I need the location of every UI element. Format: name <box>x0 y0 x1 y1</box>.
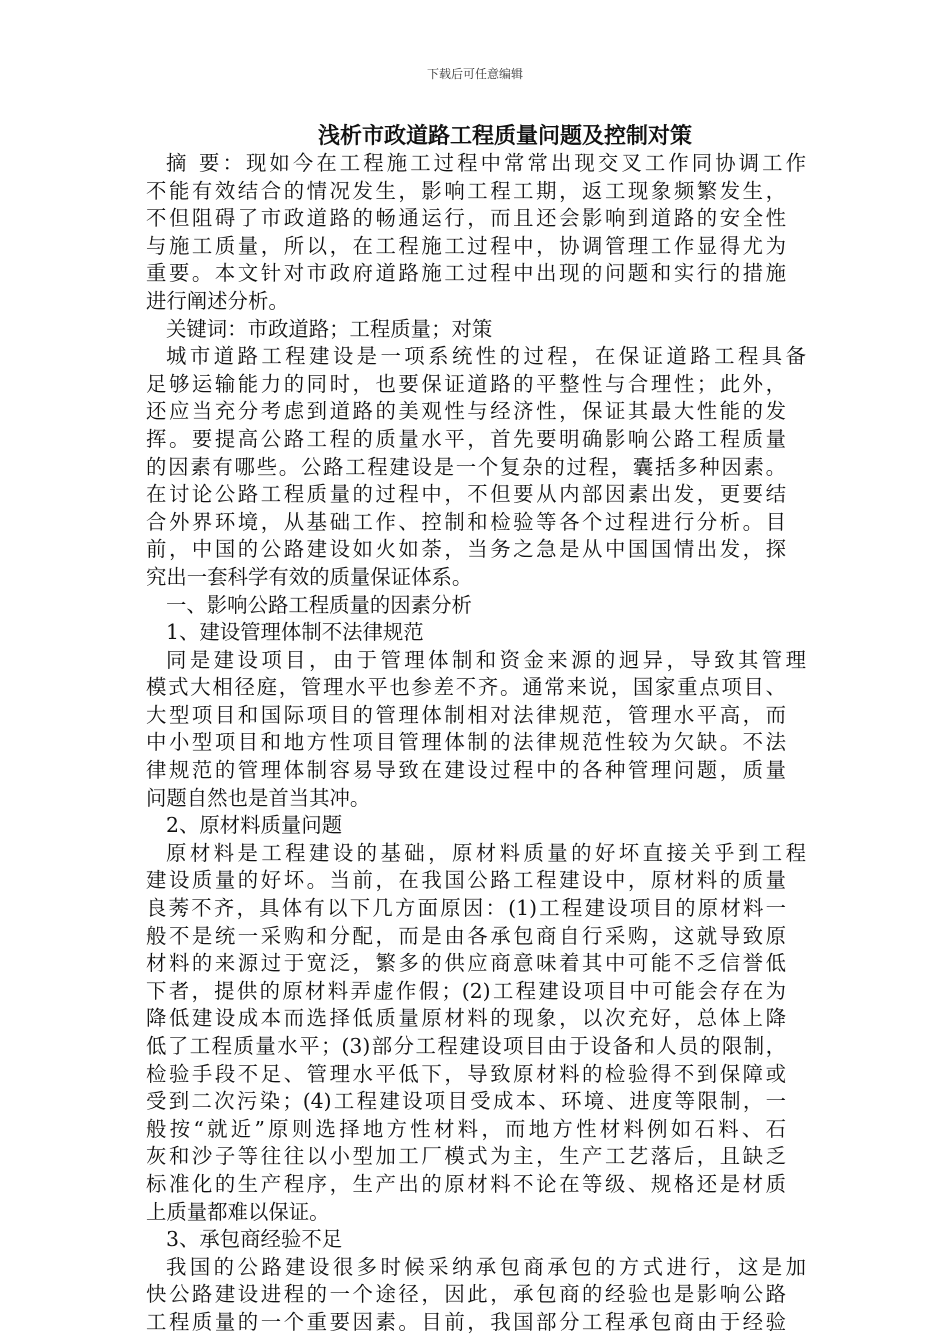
text-line: 般按“就近”原则选择地方性材料，而地方性材料例如石料、石 <box>146 1116 786 1141</box>
section-heading: 一、影响公路工程质量的因素分析 <box>166 592 472 617</box>
text-line: 工程质量的一个重要因素。目前，我国部分工程承包商由于经验 <box>146 1309 786 1334</box>
text-line: 快公路建设进程的一个途径，因此，承包商的经验也是影响公路 <box>146 1282 786 1307</box>
document-title: 浅析市政道路工程质量问题及控制对策 <box>317 123 692 149</box>
text-line: 律规范的管理体制容易导致在建设过程中的各种管理问题，质量 <box>146 758 786 783</box>
text-line: 般不是统一采购和分配，而是由各承包商自行采购，这就导致原 <box>146 923 786 948</box>
keywords-line: 关键词：市政道路；工程质量；对策 <box>166 316 493 341</box>
text-line: 摘 要：现如今在工程施工过程中常常出现交叉工作同协调工作 <box>166 151 806 175</box>
text-line: 足够运输能力的同时，也要保证道路的平整性与合理性；此外， <box>146 371 786 396</box>
text-line: 进行阐述分析。 <box>146 288 289 313</box>
text-line: 降低建设成本而选择低质量原材料的现象，以次充好，总体上降 <box>146 1006 786 1031</box>
text-line: 问题自然也是首当其冲。 <box>146 785 371 810</box>
text-line: 标准化的生产程序，生产出的原材料不论在等级、规格还是材质 <box>146 1171 786 1196</box>
text-line: 原材料是工程建设的基础，原材料质量的好坏直接关乎到工程 <box>166 840 806 865</box>
text-line: 在讨论公路工程质量的过程中，不但要从内部因素出发，更要结 <box>146 482 786 507</box>
text-line: 检验手段不足、管理水平低下，导致原材料的检验得不到保障或 <box>146 1061 786 1086</box>
text-line: 下者，提供的原材料弄虚作假；(2)工程建设项目中可能会存在为 <box>146 978 786 1003</box>
text-line: 我国的公路建设很多时候采纳承包商承包的方式进行，这是加 <box>166 1254 806 1279</box>
text-line: 良莠不齐，具体有以下几方面原因：(1)工程建设项目的原材料一 <box>146 896 786 921</box>
text-line: 材料的来源过于宽泛，繁多的供应商意味着其中可能不乏信誉低 <box>146 951 786 976</box>
text-line: 不能有效结合的情况发生，影响工程工期，返工现象频繁发生， <box>146 178 786 203</box>
text-line: 中小型项目和地方性项目管理体制的法律规范性较为欠缺。不法 <box>146 730 786 755</box>
text-line: 灰和沙子等往往以小型加工厂模式为主，生产工艺落后，且缺乏 <box>146 1144 786 1169</box>
text-line: 上质量都难以保证。 <box>146 1199 330 1224</box>
text-line: 模式大相径庭，管理水平也参差不齐。通常来说，国家重点项目、 <box>146 675 786 700</box>
text-line: 同是建设项目，由于管理体制和资金来源的迥异，导致其管理 <box>166 647 806 672</box>
text-line: 挥。要提高公路工程的质量水平，首先要明确影响公路工程质量 <box>146 426 786 451</box>
text-line: 低了工程质量水平；(3)部分工程建设项目由于设备和人员的限制， <box>146 1034 786 1058</box>
text-line: 不但阻碍了市政道路的畅通运行，而且还会影响到道路的安全性 <box>146 206 786 231</box>
text-line: 与施工质量，所以，在工程施工过程中，协调管理工作显得尤为 <box>146 233 786 258</box>
text-line: 前，中国的公路建设如火如荼，当务之急是从中国国情出发，探 <box>146 537 786 562</box>
subsection-heading: 2、原材料质量问题 <box>166 813 343 838</box>
text-line: 还应当充分考虑到道路的美观性与经济性，保证其最大性能的发 <box>146 399 786 424</box>
text-line: 城市道路工程建设是一项系统性的过程，在保证道路工程具备 <box>166 344 806 369</box>
text-line: 建设质量的好坏。当前，在我国公路工程建设中，原材料的质量 <box>146 868 786 893</box>
page-header-note: 下载后可任意编辑 <box>426 67 523 81</box>
subsection-heading: 1、建设管理体制不法律规范 <box>166 620 424 645</box>
subsection-heading: 3、承包商经验不足 <box>166 1227 343 1252</box>
text-line: 重要。本文针对市政府道路施工过程中出现的问题和实行的措施 <box>146 261 786 286</box>
document-body <box>146 150 816 1337</box>
text-line: 合外界环境，从基础工作、控制和检验等各个过程进行分析。目 <box>146 509 786 534</box>
text-line: 受到二次污染；(4)工程建设项目受成本、环境、进度等限制，一 <box>146 1089 786 1114</box>
text-line: 的因素有哪些。公路工程建设是一个复杂的过程，囊括多种因素。 <box>146 454 786 479</box>
text-line: 大型项目和国际项目的管理体制相对法律规范，管理水平高，而 <box>146 702 786 727</box>
text-line: 究出一套科学有效的质量保证体系。 <box>146 564 473 589</box>
